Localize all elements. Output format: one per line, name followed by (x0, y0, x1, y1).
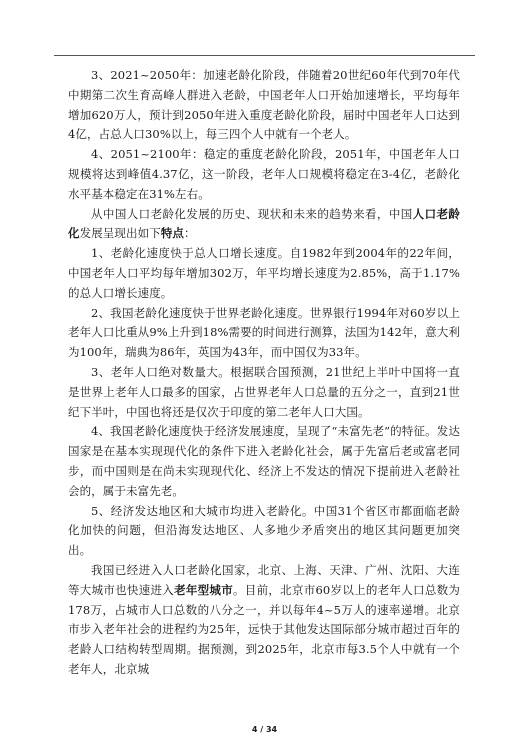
page-number: 4 / 34 (251, 725, 278, 734)
text-run: 4、我国老龄化速度快于经济发展速度，呈现了“未富先老”的特征。发达国家是在基本实现现代化的条件下进入老龄化社会，属于先富后老或富老同步，而中国则是在尚未实现现代化、经济上不发达的情况下提前进入老龄社会的，属于未富先老。 (68, 424, 460, 498)
text-run: ： (184, 226, 196, 241)
paragraph (68, 422, 460, 501)
bold-term: 特点 (160, 226, 185, 241)
text-run: 5、经济发达地区和大城市均进入老龄化。中国31个省区市都面临老龄化加快的问题，但沿海发达地区、人多地少矛盾突出的地区其问题更加突出。 (68, 503, 460, 558)
header-rule (54, 55, 475, 56)
text-run: 发展呈现出如下 (79, 226, 161, 241)
text-run: 3、老年人口绝对数量大。根据联合国预测，21世纪上半叶中国将一直是世界上老年人口最多的国家，占世界老年人口总量的五分之一，直到21世纪下半叶，中国也将还是仅次于印度的第二老年人口大国。 (68, 364, 460, 419)
text-run: 2、我国老龄化速度快于世界老龄化速度。世界银行1994年对60岁以上老年人口比重从9%上升到18%需要的时间进行测算，法国为142年，意大利为100年，瑞典为86年，英国为43年，而中国仅为33年。 (68, 305, 460, 360)
paragraph (68, 363, 460, 422)
paragraph (68, 66, 460, 145)
paragraph (68, 502, 460, 561)
text-run: 我国已经进入人口老龄化国家，北京、上海、天津、广州、沈阳、大连等大城市也快速进入 (68, 562, 460, 597)
text-run: 4、2051~2100年：稳定的重度老龄化阶段，2051年，中国老年人口规模将达到峰值4.37亿，这一阶段，老年人口规模将稳定在3-4亿，老龄化水平基本稳定在31%左右。 (68, 147, 460, 201)
paragraph (68, 304, 460, 363)
paragraph (68, 561, 460, 680)
text-run: 1、老龄化速度快于总人口增长速度。自1982年到2004年的22年间，中国老年人口平均每年增加302万，年平均增长速度为2.85%，高于1.17%的总人口增长速度。 (68, 246, 460, 300)
paragraph (68, 244, 460, 303)
bold-term: 人口老龄化 (68, 206, 460, 241)
bold-term: 老年型城市 (174, 582, 234, 597)
body-text (68, 66, 460, 680)
text-run: 3、2021~2050年：加速老龄化阶段，伴随着20世纪60年代到70年代中期第二次生育高峰人群进入老龄，中国老年人口开始加速增长，平均每年增加620万人，预计到2050年进入重度老龄化阶段，届时中国老年人口达到4亿，占总人口30%以上，每三四个人中就有一个老人。 (68, 68, 460, 142)
text-run: 从中国人口老龄化发展的历史、现状和未来的趋势来看，中国 (91, 206, 413, 221)
text-run: 。目前，北京市60岁以上的老年人口总数为178万，占城市人口总数的八分之一，并以每年4~5万人的速率递增。北京市步入老年社会的进程约为25年，远快于其他发达国际部分城市超过百年的老龄人口结构转型周期。据预测，到2025年，北京市每3.5个人中就有一个老年人，北京城 (68, 582, 460, 676)
paragraph (68, 145, 460, 204)
paragraph (68, 205, 460, 245)
